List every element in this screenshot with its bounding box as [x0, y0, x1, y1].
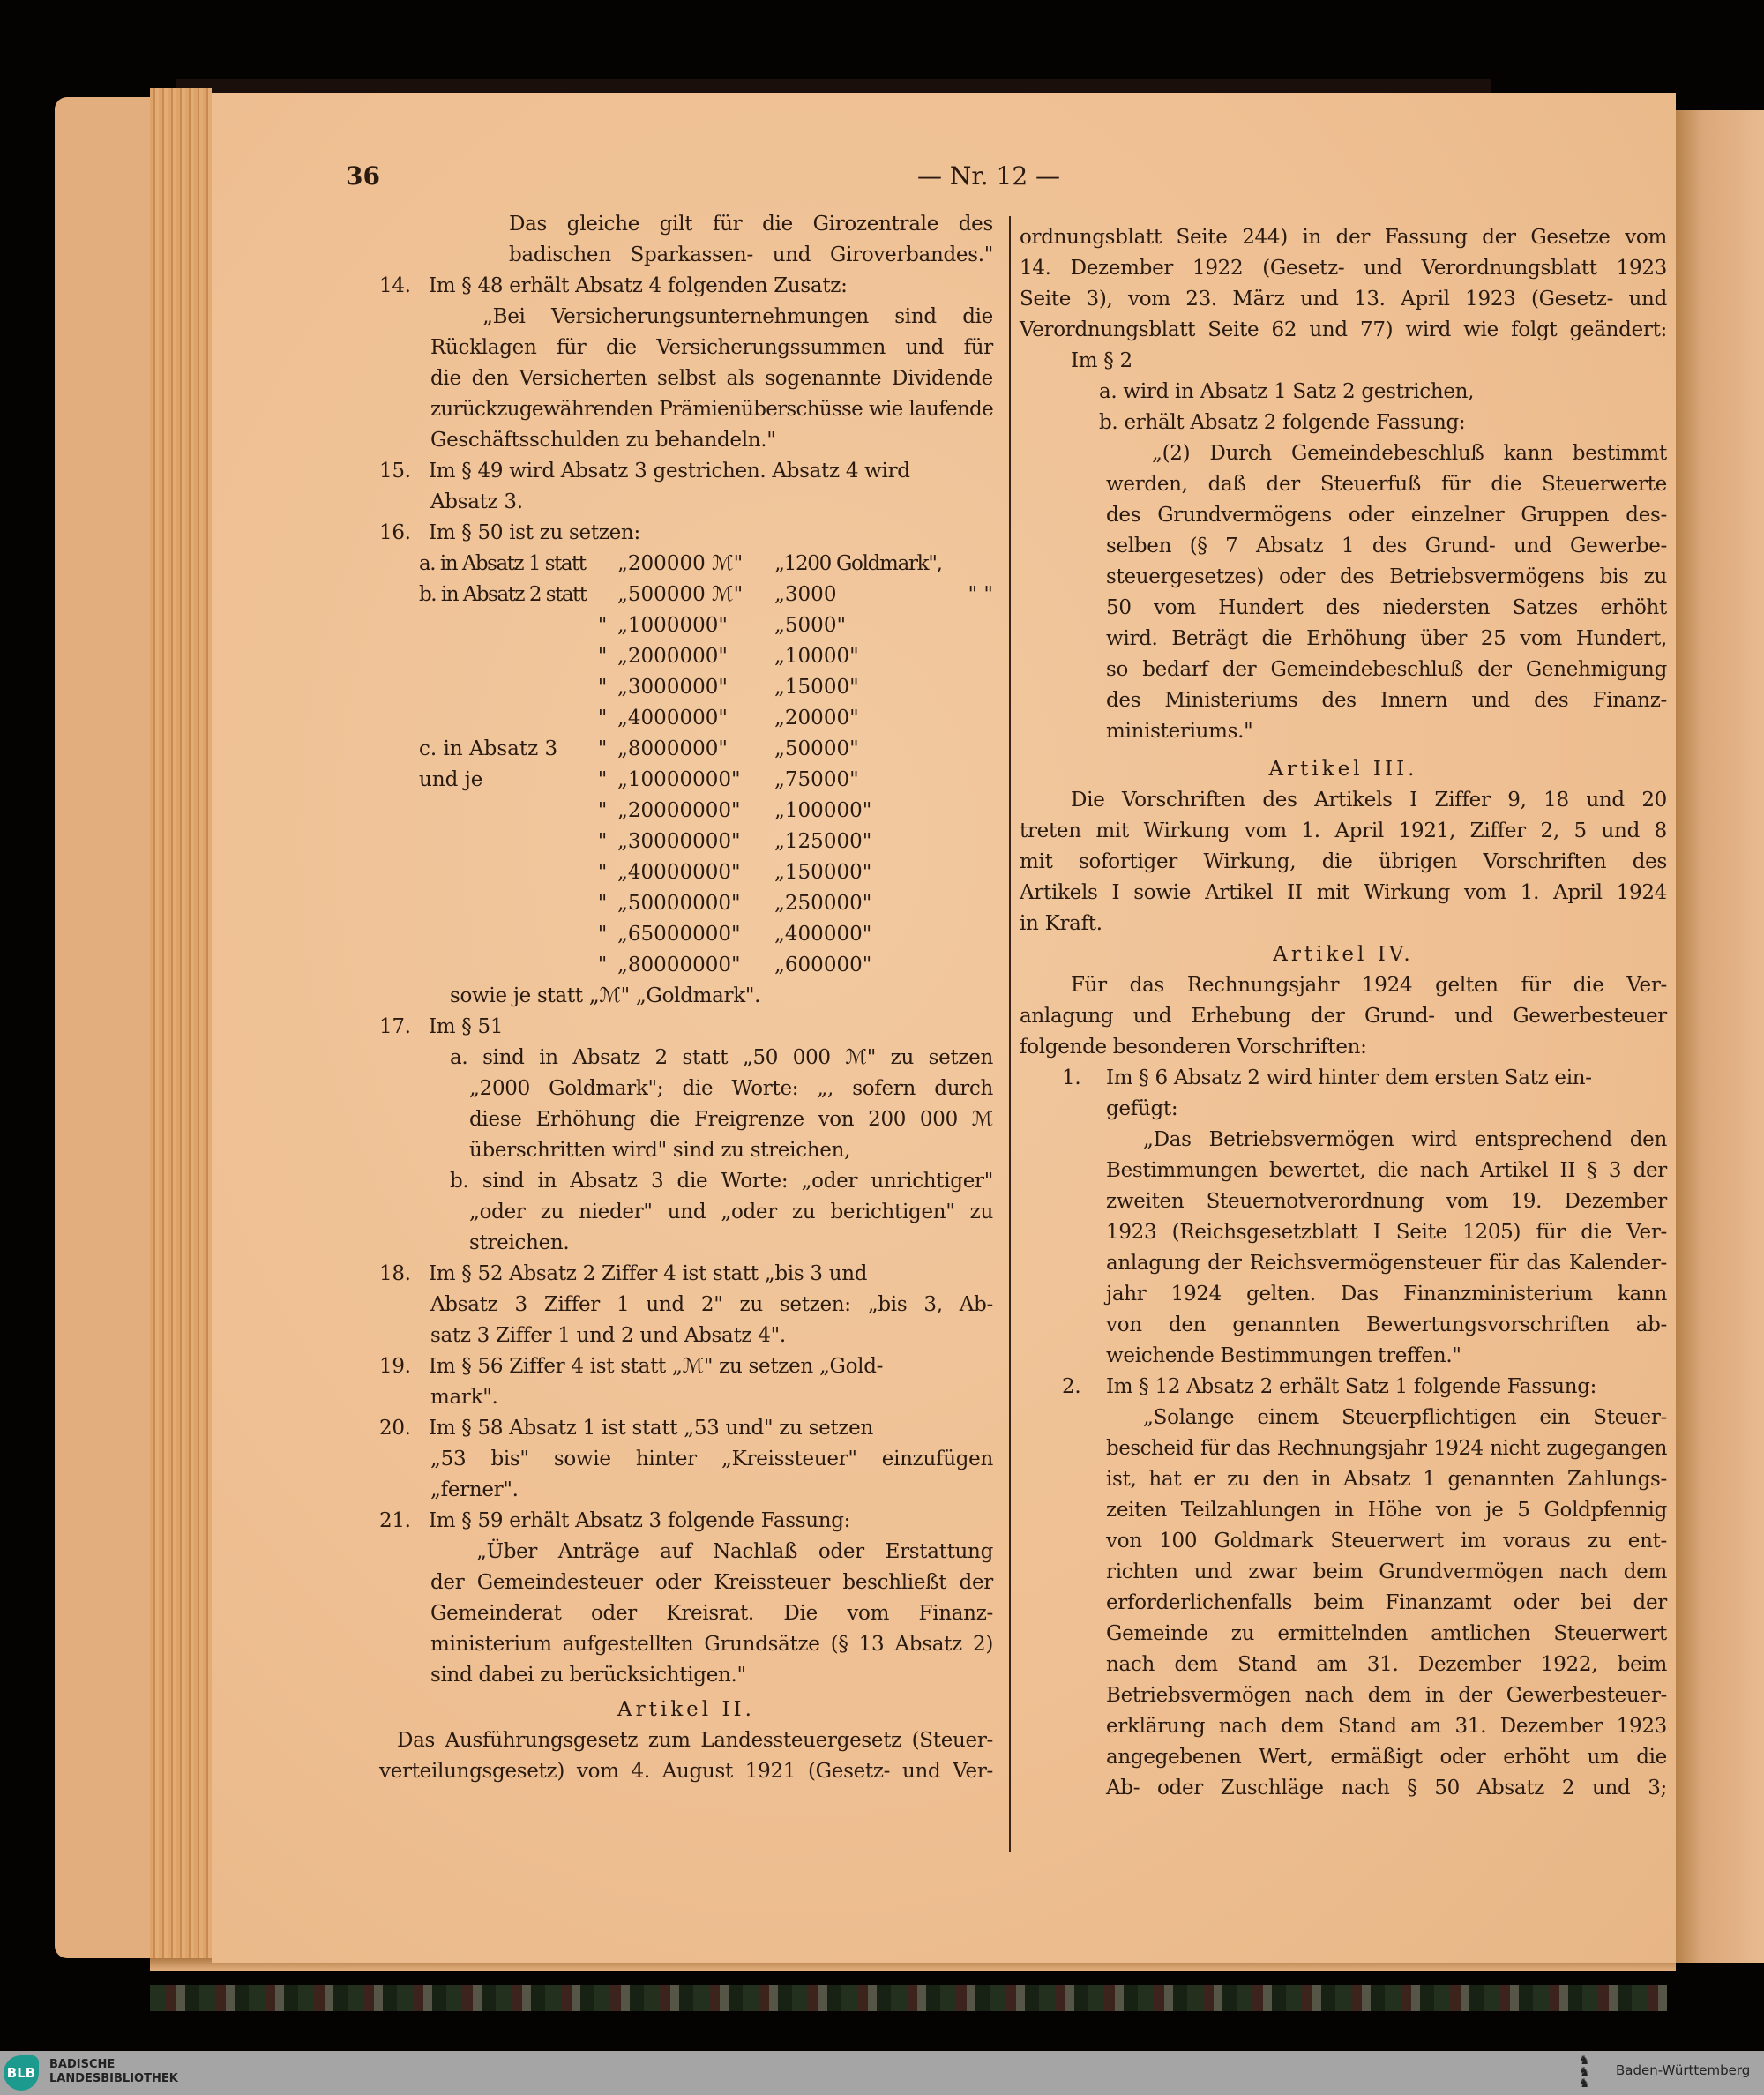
- table-row: [379, 827, 993, 857]
- row-label: b. in Absatz 2 statt: [419, 583, 587, 606]
- table-row: [379, 919, 993, 950]
- old-amount: „40000000": [617, 861, 741, 884]
- text-line: richten und zwar beim Grundvermögen nach dem: [1106, 1560, 1667, 1583]
- right-column: [1020, 222, 1667, 1804]
- text-line: gefügt:: [1106, 1097, 1178, 1120]
- text-line: steuergesetzes) oder des Betriebsvermögens bis zu: [1106, 565, 1667, 588]
- row-label: [379, 919, 587, 950]
- library-name: [49, 2058, 178, 2086]
- text-line: [1020, 1063, 1667, 1094]
- text-line: so bedarf der Gemeindebeschluß der Genehmigung: [1106, 658, 1667, 681]
- text-line: Im § 50 ist zu setzen:: [429, 521, 640, 544]
- old-amount: „65000000": [617, 923, 741, 946]
- item-21: [379, 1506, 993, 1691]
- state-name[interactable]: Baden-Württemberg: [1616, 2062, 1751, 2078]
- item-number: 16.: [379, 521, 411, 544]
- text-line: 50 vom Hundert des niedersten Satzes erhöht: [1106, 596, 1667, 619]
- table-row: [379, 580, 993, 610]
- text-line: „Über Anträge auf Nachlaß oder Erstattung: [476, 1540, 993, 1563]
- new-amount: „5000": [774, 614, 847, 637]
- text-line: Absatz 3.: [430, 490, 523, 513]
- text-line: satz 3 Ziffer 1 und 2 und Absatz 4".: [430, 1324, 786, 1347]
- table-row: [379, 703, 993, 734]
- underlying-leaf: [55, 97, 161, 1958]
- ditto-mark: [942, 672, 993, 703]
- text-line: 14. Dezember 1922 (Gesetz- und Verordnungsblatt 1923: [1020, 257, 1667, 280]
- ditto-mark: [587, 580, 617, 610]
- text-line: mark".: [430, 1386, 498, 1409]
- text-line: weichende Bestimmungen treffen.": [1106, 1344, 1461, 1367]
- row-label: [379, 641, 587, 672]
- section-heading: Artikel II.: [617, 1698, 755, 1721]
- item-16: [379, 518, 993, 1012]
- footer-bar: [0, 2051, 1764, 2095]
- row-label: und je: [419, 768, 483, 791]
- row-label: [379, 610, 587, 641]
- ditto-mark: ": [597, 861, 608, 884]
- text-line: Die Vorschriften des Artikels I Ziffer 9, 18 und 20: [1071, 789, 1667, 812]
- text-line: Im § 48 erhält Absatz 4 folgenden Zusatz:: [429, 274, 848, 297]
- new-amount: „600000": [774, 954, 872, 976]
- text-line: von 100 Goldmark Steuerwert im voraus zu ent-: [1106, 1530, 1667, 1553]
- text-line: „Das Betriebsvermögen wird entsprechend den: [1143, 1128, 1667, 1151]
- ditto-mark: [942, 888, 993, 919]
- table-row: [379, 672, 993, 703]
- new-amount: „75000": [774, 768, 859, 791]
- ditto-mark: ": [597, 676, 608, 699]
- text-line: folgende besonderen Vorschriften:: [1020, 1036, 1367, 1059]
- item-number: 2.: [1062, 1375, 1081, 1398]
- item-18: [379, 1259, 993, 1351]
- artikel-3: [1020, 754, 1667, 939]
- issue-header: — Nr. 12 —: [917, 161, 1061, 191]
- text-line: sind dabei zu berücksichtigen.": [430, 1664, 746, 1687]
- old-amount: „50000000": [617, 892, 741, 915]
- blb-logo[interactable]: BLB: [4, 2055, 39, 2091]
- text-line: angegebenen Wert, ermäßigt oder erhöht um die: [1106, 1746, 1667, 1769]
- table-row: [379, 734, 993, 765]
- text-line: [1020, 1372, 1667, 1403]
- item-number: 1.: [1062, 1066, 1081, 1089]
- text-line: Absatz 3 Ziffer 1 und 2" zu setzen: „bis 3, Ab-: [430, 1293, 993, 1316]
- ditto-mark: [942, 641, 993, 672]
- table-row: [379, 765, 993, 796]
- text-line: sowie je statt „ℳ" „Goldmark".: [450, 984, 761, 1007]
- text-line: Im § 6 Absatz 2 wird hinter dem ersten Satz ein-: [1106, 1066, 1592, 1089]
- text-line: erklärung nach dem Stand am 31. Dezember 1923: [1106, 1715, 1667, 1738]
- book-gutter: [1676, 110, 1764, 1963]
- text-line: badischen Sparkassen- und Giroverbandes.": [509, 243, 993, 266]
- text-line: b. erhält Absatz 2 folgende Fassung:: [1099, 411, 1466, 434]
- new-amount: „400000": [774, 923, 872, 946]
- text-line: des Grundvermögens oder einzelner Gruppen des-: [1106, 504, 1667, 527]
- item-number: 20.: [379, 1417, 411, 1440]
- item-number: 14.: [379, 274, 411, 297]
- new-amount: „20000": [774, 707, 859, 730]
- item-number: 17.: [379, 1015, 411, 1038]
- row-label: [379, 888, 587, 919]
- ditto-mark: ": [597, 923, 608, 946]
- ditto-mark: ": [597, 799, 608, 822]
- text-line: verteilungsgesetz) vom 4. August 1921 (Gesetz- und Ver-: [379, 1760, 993, 1783]
- text-line: die den Versicherten selbst als sogenannte Dividende: [430, 367, 993, 390]
- text-line: wird. Beträgt die Erhöhung über 25 vom Hundert,: [1106, 627, 1667, 650]
- text-line: Für das Rechnungsjahr 1924 gelten für die Ver-: [1071, 974, 1667, 997]
- old-amount: „2000000": [617, 645, 728, 668]
- row-label: [379, 703, 587, 734]
- text-line: ist, hat er zu den in Absatz 1 genannten Zahlungs-: [1106, 1468, 1667, 1491]
- table-row: [379, 610, 993, 641]
- left-column: [379, 209, 993, 1787]
- text-line: zweiten Steuernotverordnung vom 19. Dezember: [1106, 1190, 1667, 1213]
- ditto-mark: ": [597, 737, 608, 760]
- new-amount: „250000": [774, 892, 872, 915]
- text-line: werden, daß der Steuerfuß für die Steuerwerte: [1106, 473, 1667, 496]
- row-label: [379, 857, 587, 888]
- text-line: Seite 3), vom 23. März und 13. April 1923 (Gesetz- und: [1020, 288, 1667, 311]
- table-row: [379, 888, 993, 919]
- text-line: „Bei Versicherungsunternehmungen sind die: [482, 305, 993, 328]
- library-name-line1: BADISCHE: [49, 2058, 116, 2071]
- ditto-mark: [942, 549, 993, 580]
- text-line: „2000 Goldmark"; die Worte: „, sofern durch: [469, 1077, 993, 1100]
- text-line: Bestimmungen bewertet, die nach Artikel II § 3 der: [1106, 1159, 1667, 1182]
- new-amount: „150000": [774, 861, 872, 884]
- ditto-mark: [942, 919, 993, 950]
- amount-table: [379, 549, 993, 981]
- text-line: „Solange einem Steuerpflichtigen ein Steuer-: [1143, 1406, 1667, 1429]
- text-line: „53 bis" sowie hinter „Kreissteuer" einzufügen: [430, 1448, 993, 1470]
- text-line: selben (§ 7 Absatz 1 des Grund- und Gewerbe-: [1106, 535, 1667, 557]
- old-amount: „20000000": [617, 799, 741, 822]
- item-20: [379, 1413, 993, 1506]
- text-line: mit sofortiger Wirkung, die übrigen Vorschriften des: [1020, 850, 1667, 873]
- old-amount: „80000000": [617, 954, 741, 976]
- three-lions-icon: ♞ ♞ ♞: [1579, 2054, 1590, 2091]
- text-line: anlagung der Reichsvermögensteuer für das Kalender-: [1106, 1252, 1667, 1275]
- text-line: treten mit Wirkung vom 1. April 1921, Ziffer 2, 5 und 8: [1020, 819, 1667, 842]
- ditto-mark: [942, 950, 993, 981]
- row-label: [379, 796, 587, 827]
- item-19: [379, 1351, 993, 1413]
- text-line: bescheid für das Rechnungsjahr 1924 nicht zugegangen: [1106, 1437, 1667, 1460]
- text-line: ordnungsblatt Seite 244) in der Fassung der Gesetze vom: [1020, 226, 1667, 249]
- artikel-4: [1020, 939, 1667, 1804]
- old-amount: „10000000": [617, 768, 741, 791]
- old-amount: „4000000": [617, 707, 728, 730]
- table-row: [379, 857, 993, 888]
- item-number: 21.: [379, 1509, 411, 1532]
- item-number: 15.: [379, 460, 411, 483]
- artikel-2: [379, 1695, 993, 1787]
- section-heading: Artikel III.: [1268, 758, 1418, 781]
- text-line: 1923 (Reichsgesetzblatt I Seite 1205) für die Ver-: [1106, 1221, 1667, 1244]
- item-number: 18.: [379, 1262, 411, 1285]
- text-line: Rücklagen für die Versicherungssummen und für: [430, 336, 993, 359]
- column-divider: [1009, 216, 1011, 1852]
- new-amount: „125000": [774, 830, 872, 853]
- text-line: ministerium aufgestellten Grundsätze (§ 13 Absatz 2): [430, 1633, 993, 1656]
- text-line: erforderlichenfalls beim Finanzamt oder bei der: [1106, 1591, 1667, 1614]
- ditto-mark: ": [597, 645, 608, 668]
- text-line: nach dem Stand am 31. Dezember 1922, beim: [1106, 1653, 1667, 1676]
- old-amount: „8000000": [617, 737, 728, 760]
- text-line: ministeriums.": [1106, 720, 1253, 743]
- ditto-mark: [942, 857, 993, 888]
- text-line: in Kraft.: [1020, 912, 1102, 935]
- ditto-mark: ": [597, 614, 608, 637]
- ditto-mark: ": [597, 892, 608, 915]
- old-amount: „200000 ℳ": [617, 552, 744, 575]
- artikel-4-item-1: [1020, 1063, 1667, 1372]
- library-name-line2: LANDESBIBLIOTHEK: [49, 2072, 178, 2085]
- new-amount: „3000: [774, 583, 837, 606]
- text-line: Das gleiche gilt für die Girozentrale des: [509, 213, 993, 236]
- text-line: diese Erhöhung die Freigrenze von 200 000 ℳ: [469, 1108, 993, 1131]
- text-line: Im § 12 Absatz 2 erhält Satz 1 folgende Fassung:: [1106, 1375, 1597, 1398]
- text-line: Im § 49 wird Absatz 3 gestrichen. Absatz 4 wird: [429, 460, 910, 483]
- new-amount: „1200 Goldmark",: [774, 552, 942, 575]
- text-line: anlagung und Erhebung der Grund- und Gewerbesteuer: [1020, 1005, 1667, 1028]
- text-line: Gemeinderat oder Kreisrat. Die vom Finanz-: [430, 1602, 993, 1625]
- text-line: Gemeinde zu ermittelnden amtlichen Steuerwert: [1106, 1622, 1667, 1645]
- item-number: 19.: [379, 1355, 411, 1378]
- new-amount: „15000": [774, 676, 859, 699]
- paragraph-2: [1020, 346, 1667, 747]
- ditto-mark: ": [597, 768, 608, 791]
- old-amount: „30000000": [617, 830, 741, 853]
- text-line: der Gemeindesteuer oder Kreissteuer beschließt der: [430, 1571, 993, 1594]
- text-line: überschritten wird" sind zu streichen,: [469, 1139, 851, 1162]
- text-line: Im § 52 Absatz 2 Ziffer 4 ist statt „bis 3 und: [429, 1262, 868, 1285]
- text-line: Im § 58 Absatz 1 ist statt „53 und" zu setzen: [429, 1417, 874, 1440]
- text-line: Im § 59 erhält Absatz 3 folgende Fassung:: [429, 1509, 851, 1532]
- text-line: „oder zu nieder" und „oder zu berichtigen" zu: [469, 1201, 993, 1223]
- ditto-mark: [942, 734, 993, 765]
- text-line: Geschäftsschulden zu behandeln.": [430, 429, 776, 452]
- row-label: [379, 672, 587, 703]
- text-line: zeiten Teilzahlungen in Höhe von je 5 Goldpfennig: [1106, 1499, 1667, 1522]
- section-heading: Artikel IV.: [1273, 943, 1414, 966]
- text-line: des Ministeriums des Innern und des Finanz-: [1106, 689, 1667, 712]
- table-row: [379, 549, 993, 580]
- ditto-mark: [942, 765, 993, 796]
- row-label: c. in Absatz 3: [419, 737, 558, 760]
- row-label: a. in Absatz 1 statt: [419, 552, 586, 575]
- row-label: [379, 827, 587, 857]
- ditto-mark: ": [597, 954, 608, 976]
- table-row: [379, 641, 993, 672]
- ditto-mark: ": [597, 707, 608, 730]
- table-row: [379, 950, 993, 981]
- old-amount: „500000 ℳ": [617, 583, 744, 606]
- marbled-cover-edge: [150, 1985, 1667, 2011]
- text-line: streichen.: [469, 1231, 570, 1254]
- text-line: Ab- oder Zuschläge nach § 50 Absatz 2 und 3;: [1106, 1777, 1667, 1799]
- item-17: [379, 1012, 993, 1259]
- page-number: 36: [346, 161, 380, 191]
- text-line: Das Ausführungsgesetz zum Landessteuergesetz (Steuer-: [397, 1729, 993, 1752]
- artikel-4-item-2: [1020, 1372, 1667, 1804]
- text-line: „ferner".: [430, 1478, 519, 1501]
- text-line: von den genannten Bewertungsvorschriften ab-: [1106, 1313, 1667, 1336]
- item-14: [379, 271, 993, 456]
- ditto-mark: [587, 549, 617, 580]
- text-line: Betriebsvermögen nach dem in der Gewerbesteuer-: [1106, 1684, 1667, 1707]
- text-line: Im § 56 Ziffer 4 ist statt „ℳ" zu setzen „Gold-: [429, 1355, 884, 1378]
- page-stack-edge: [150, 88, 212, 1967]
- new-amount: „100000": [774, 799, 872, 822]
- text-line: a. sind in Absatz 2 statt „50 000 ℳ" zu setzen: [450, 1046, 993, 1069]
- ditto-mark: [942, 827, 993, 857]
- new-amount: „50000": [774, 737, 859, 760]
- ditto-mark: [942, 610, 993, 641]
- new-amount: „10000": [774, 645, 859, 668]
- old-amount: „1000000": [617, 614, 728, 637]
- ditto-mark: [942, 796, 993, 827]
- ditto-mark: [942, 703, 993, 734]
- text-line: Artikels I sowie Artikel II mit Wirkung vom 1. April 1924: [1020, 881, 1667, 904]
- row-label: [379, 950, 587, 981]
- text-line: Im § 51: [429, 1015, 504, 1038]
- text-line: Verordnungsblatt Seite 62 und 77) wird wie folgt geändert:: [1020, 318, 1667, 341]
- text-line: „(2) Durch Gemeindebeschluß kann bestimmt: [1152, 442, 1667, 465]
- ditto-mark: " ": [968, 583, 993, 606]
- ditto-mark: ": [597, 830, 608, 853]
- table-row: [379, 796, 993, 827]
- text-line: jahr 1924 gelten. Das Finanzministerium kann: [1106, 1283, 1667, 1306]
- text-line: zurückzugewährenden Prämienüberschüsse wie laufende: [430, 398, 993, 421]
- text-line: b. sind in Absatz 3 die Worte: „oder unrichtiger": [450, 1170, 993, 1193]
- quoted-amendment: [1020, 438, 1667, 747]
- old-amount: „3000000": [617, 676, 728, 699]
- item-15: [379, 456, 993, 518]
- text-line: a. wird in Absatz 1 Satz 2 gestrichen,: [1099, 380, 1475, 403]
- text-line: Im § 2: [1071, 349, 1132, 372]
